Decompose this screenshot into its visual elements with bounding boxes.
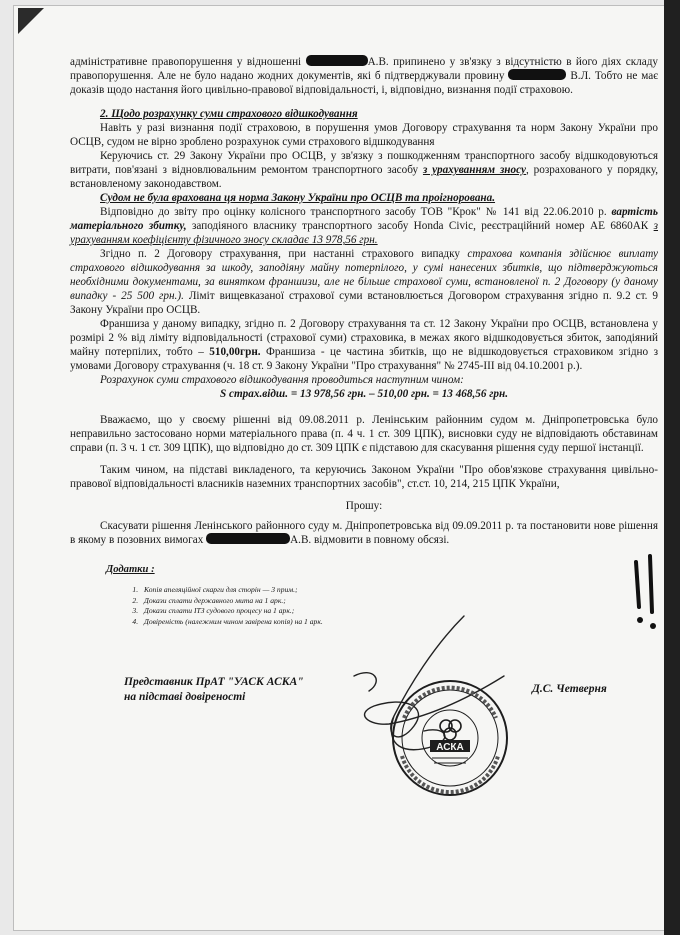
attachments-title: Додатки : (106, 564, 155, 575)
document-page (14, 6, 664, 930)
representative-basis: на підставі довіреності (124, 691, 246, 703)
paragraph: Скасувати рішення Ленінського районного суду м. Дніпропетровська від 09.09.2011 р. та постановити нове рішення в якому в позовних вимогах А.В. відмовити в повному обсязі. (70, 520, 658, 546)
paragraph: Навіть у разі визнання події страховою, в порушення умов Договору страхування та норм Закону України про ОСЦВ, судом не вірно зроблено розрахунок суми страхового відшкодування (70, 122, 658, 148)
paragraph: Керуючись ст. 29 Закону України про ОСЦВ, у зв'язку з пошкодженням транспортного засобу відшкодовуються витрати, пов'язані з відновлювальним ремонтом транспортного засобу з урахуванням зносу, розрахованого у порядку, встановленому законодавством. (70, 150, 658, 190)
request-heading: Прошу: (345, 500, 383, 512)
list-item: 1. Копія апеляційної скарги для сторін — 3 прим.; (140, 585, 658, 596)
list-item: 2. Докази сплати державного мита на 1 арк.; (140, 596, 658, 607)
formula: S страх.відш. = 13 978,56 грн. – 510,00 грн. = 13 468,56 грн. (219, 388, 508, 400)
signature-block (124, 675, 304, 705)
redaction-bar (206, 533, 290, 544)
list-item: 4. Довіреність (належним чином завірена копія) на 1 арк. (140, 617, 658, 628)
stamp-logo-text: АСКА (436, 742, 464, 753)
paragraph: адміністративне правопорушення у відношенні А.В. припинено у зв'язку з відсутністю в його діях складу правопорушення. Але не було надано жодних документів, які б підтверджували провину В.Л. Тобто не має доказів щодо настання його цивільно-правової відповідальності, і, відповідно, визнання події страховою. (70, 56, 659, 96)
redaction-bar (508, 69, 566, 80)
paragraph: Вважаємо, що у своєму рішенні від 09.08.2011 р. Ленінським районним судом м. Дніпропетровська було неправильно застосовано норми матеріального права (п. 4 ч. 1 ст. 309 ЦПК), висновки суду не відповідають обставинам справи (п. 3 ч. 1 ст. 309 ЦПК), що відповідно до ст. 309 ЦПК є підставою для скасування рішення суду першої інстанції. (70, 414, 658, 454)
paragraph: Відповідно до звіту про оцінку колісного транспортного засобу ТОВ "Крок" № 141 від 22.06.2010 р. вартість матеріального збитку, заподіяного власнику транспортного засобу Honda Civic, реєстраційний номер АЕ 6860АК з урахуванням коефіцієнту фізичного зносу складає 13 978,56 грн. (70, 206, 659, 246)
representative-title: Представник ПрАТ "УАСК АСКА" (124, 676, 304, 688)
paragraph: Таким чином, на підставі викладеного, та керуючись Законом України "Про обов'язкове страхування цивільно-правової відповідальності власників наземних транспортних засобів", ст.ст. 10, 214, 215 ЦПК України, (70, 464, 658, 490)
handwritten-exclamation-marks (630, 552, 664, 642)
paragraph: Розрахунок суми страхового відшкодування проводиться наступним чином: (100, 374, 464, 386)
redaction-bar (306, 55, 368, 66)
document-body (70, 55, 658, 627)
paragraph: Згідно п. 2 Договору страхування, при настанні страхового випадку страхова компанія здійснює виплату страхового відшкодування за шкоду, заподіяну майну потерпілого, у сумі нанесених збитків, що підтверджуються необхідними документами, за винятком франшизи, але не більше страхової суми, встановленої п. 2 Договору (у даному випадку - 25 500 грн.). Ліміт вищевказаної страхової суми встановлюється Договором страхування згідно п. 9.2 ст. 9 Закону України про ОСЦВ. (70, 248, 658, 316)
paragraph: Франшиза у даному випадку, згідно п. 2 Договору страхування та ст. 12 Закону України про ОСЦВ, встановлена у розмірі 2 % від ліміту відповідальності (страхової суми) страховика, в межах якого відшкодовується збиток, заподіяний майну потерпілих, тобто – 510,00грн. Франшиза - це частина збитків, що не відшкодовується страховиком згідно з умовами Договору страхування (ч. 18 ст. 9 Закону України "Про страхування" № 2745-ІІІ від 04.10.2001 р.). (70, 318, 658, 372)
paragraph-emphasis: Судом не була врахована ця норма Закону України про ОСЦВ та проігнорована. (100, 192, 496, 204)
company-seal-stamp (390, 678, 510, 798)
section-heading: 2. Щодо розрахунку суми страхового відшкодування (100, 108, 358, 120)
list-item: 3. Докази сплати ІТЗ судового процесу на 1 арк.; (140, 606, 658, 617)
signatory-name: Д.С. Четверня (532, 683, 607, 695)
scan-edge (664, 0, 680, 935)
page-corner-shadow (18, 8, 44, 34)
